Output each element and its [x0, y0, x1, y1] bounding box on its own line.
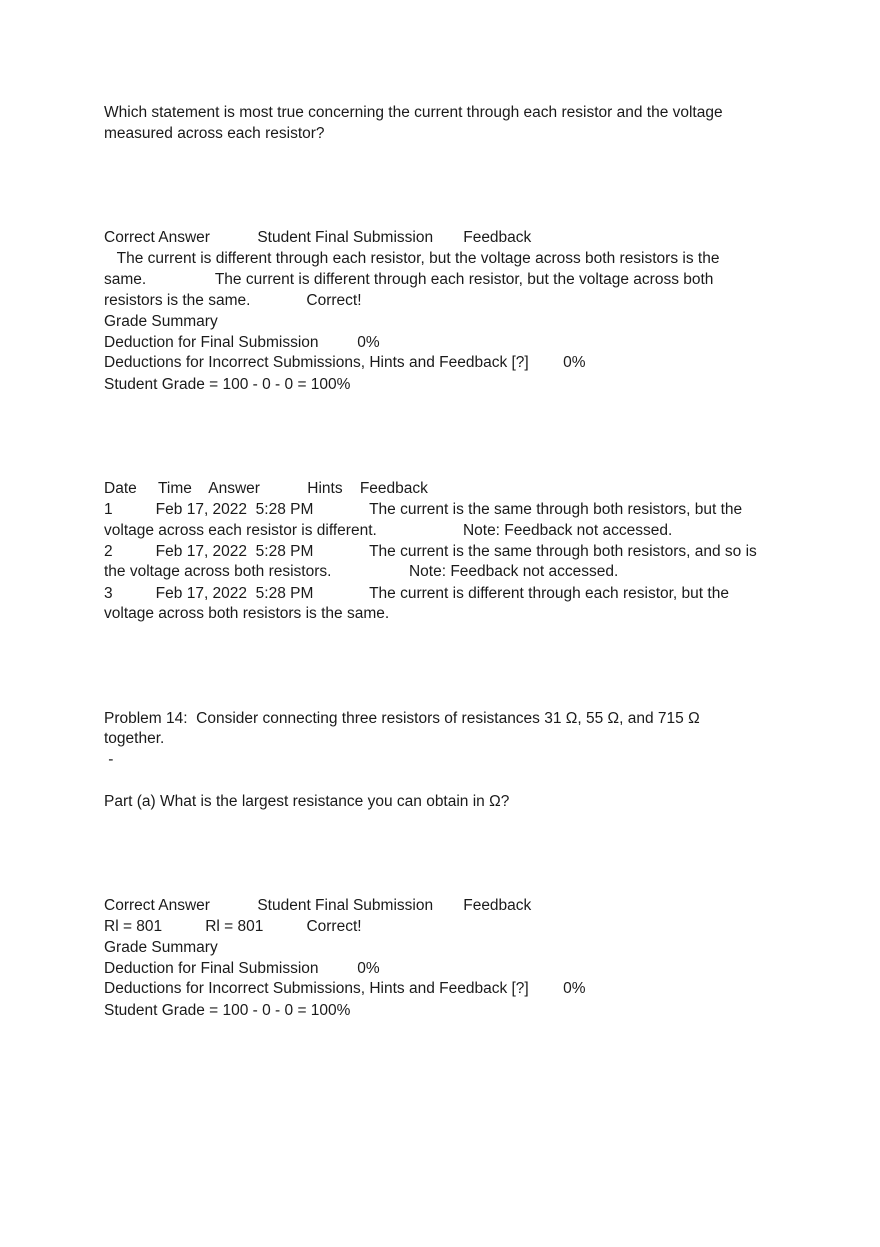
history-row-2-line-1: 2 Feb 17, 2022 5:28 PM The current is the same through both resistors, and so is: [104, 543, 757, 560]
grade-summary-title: Grade Summary: [104, 313, 218, 330]
deduction-final-submission-2: Deduction for Final Submission 0%: [104, 960, 380, 977]
answer-row-line-2: same. The current is different through each resistor, but the voltage across both: [104, 271, 714, 288]
history-row-3-line-2: voltage across both resistors is the same.: [104, 605, 390, 622]
problem-14-dash: -: [104, 751, 114, 768]
problem-14-line-2: together.: [104, 730, 165, 747]
question-text-line-1: Which statement is most true concerning the current through each resistor and the voltage: [104, 104, 723, 121]
deduction-incorrect-submissions: Deductions for Incorrect Submissions, Hints and Feedback [?] 0%: [104, 354, 586, 371]
answer-table-2-header: Correct Answer Student Final Submission Feedback: [104, 897, 532, 914]
grade-summary-2-title: Grade Summary: [104, 939, 218, 956]
student-grade-2: Student Grade = 100 - 0 - 0 = 100%: [104, 1002, 351, 1019]
question-text-line-2: measured across each resistor?: [104, 125, 325, 142]
problem-14-line-1: Problem 14: Consider connecting three resistors of resistances 31 Ω, 55 Ω, and 715 Ω: [104, 710, 700, 727]
student-grade: Student Grade = 100 - 0 - 0 = 100%: [104, 376, 351, 393]
answer-table-2-row: Rl = 801 Rl = 801 Correct!: [104, 918, 362, 935]
answer-row-line-1: The current is different through each resistor, but the voltage across both resistors is the: [104, 250, 720, 267]
deduction-incorrect-submissions-2: Deductions for Incorrect Submissions, Hints and Feedback [?] 0%: [104, 980, 586, 997]
history-row-3-line-1: 3 Feb 17, 2022 5:28 PM The current is different through each resistor, but the: [104, 585, 729, 602]
history-table-header: Date Time Answer Hints Feedback: [104, 480, 428, 497]
history-row-1-line-2: voltage across each resistor is different. Note: Feedback not accessed.: [104, 522, 673, 539]
answer-row-line-3: resistors is the same. Correct!: [104, 292, 362, 309]
answer-table-header: Correct Answer Student Final Submission Feedback: [104, 229, 532, 246]
deduction-final-submission: Deduction for Final Submission 0%: [104, 334, 380, 351]
history-row-2-line-2: the voltage across both resistors. Note: Feedback not accessed.: [104, 563, 619, 580]
history-row-1-line-1: 1 Feb 17, 2022 5:28 PM The current is the same through both resistors, but the: [104, 501, 743, 518]
part-a-question: Part (a) What is the largest resistance you can obtain in Ω?: [104, 793, 510, 810]
